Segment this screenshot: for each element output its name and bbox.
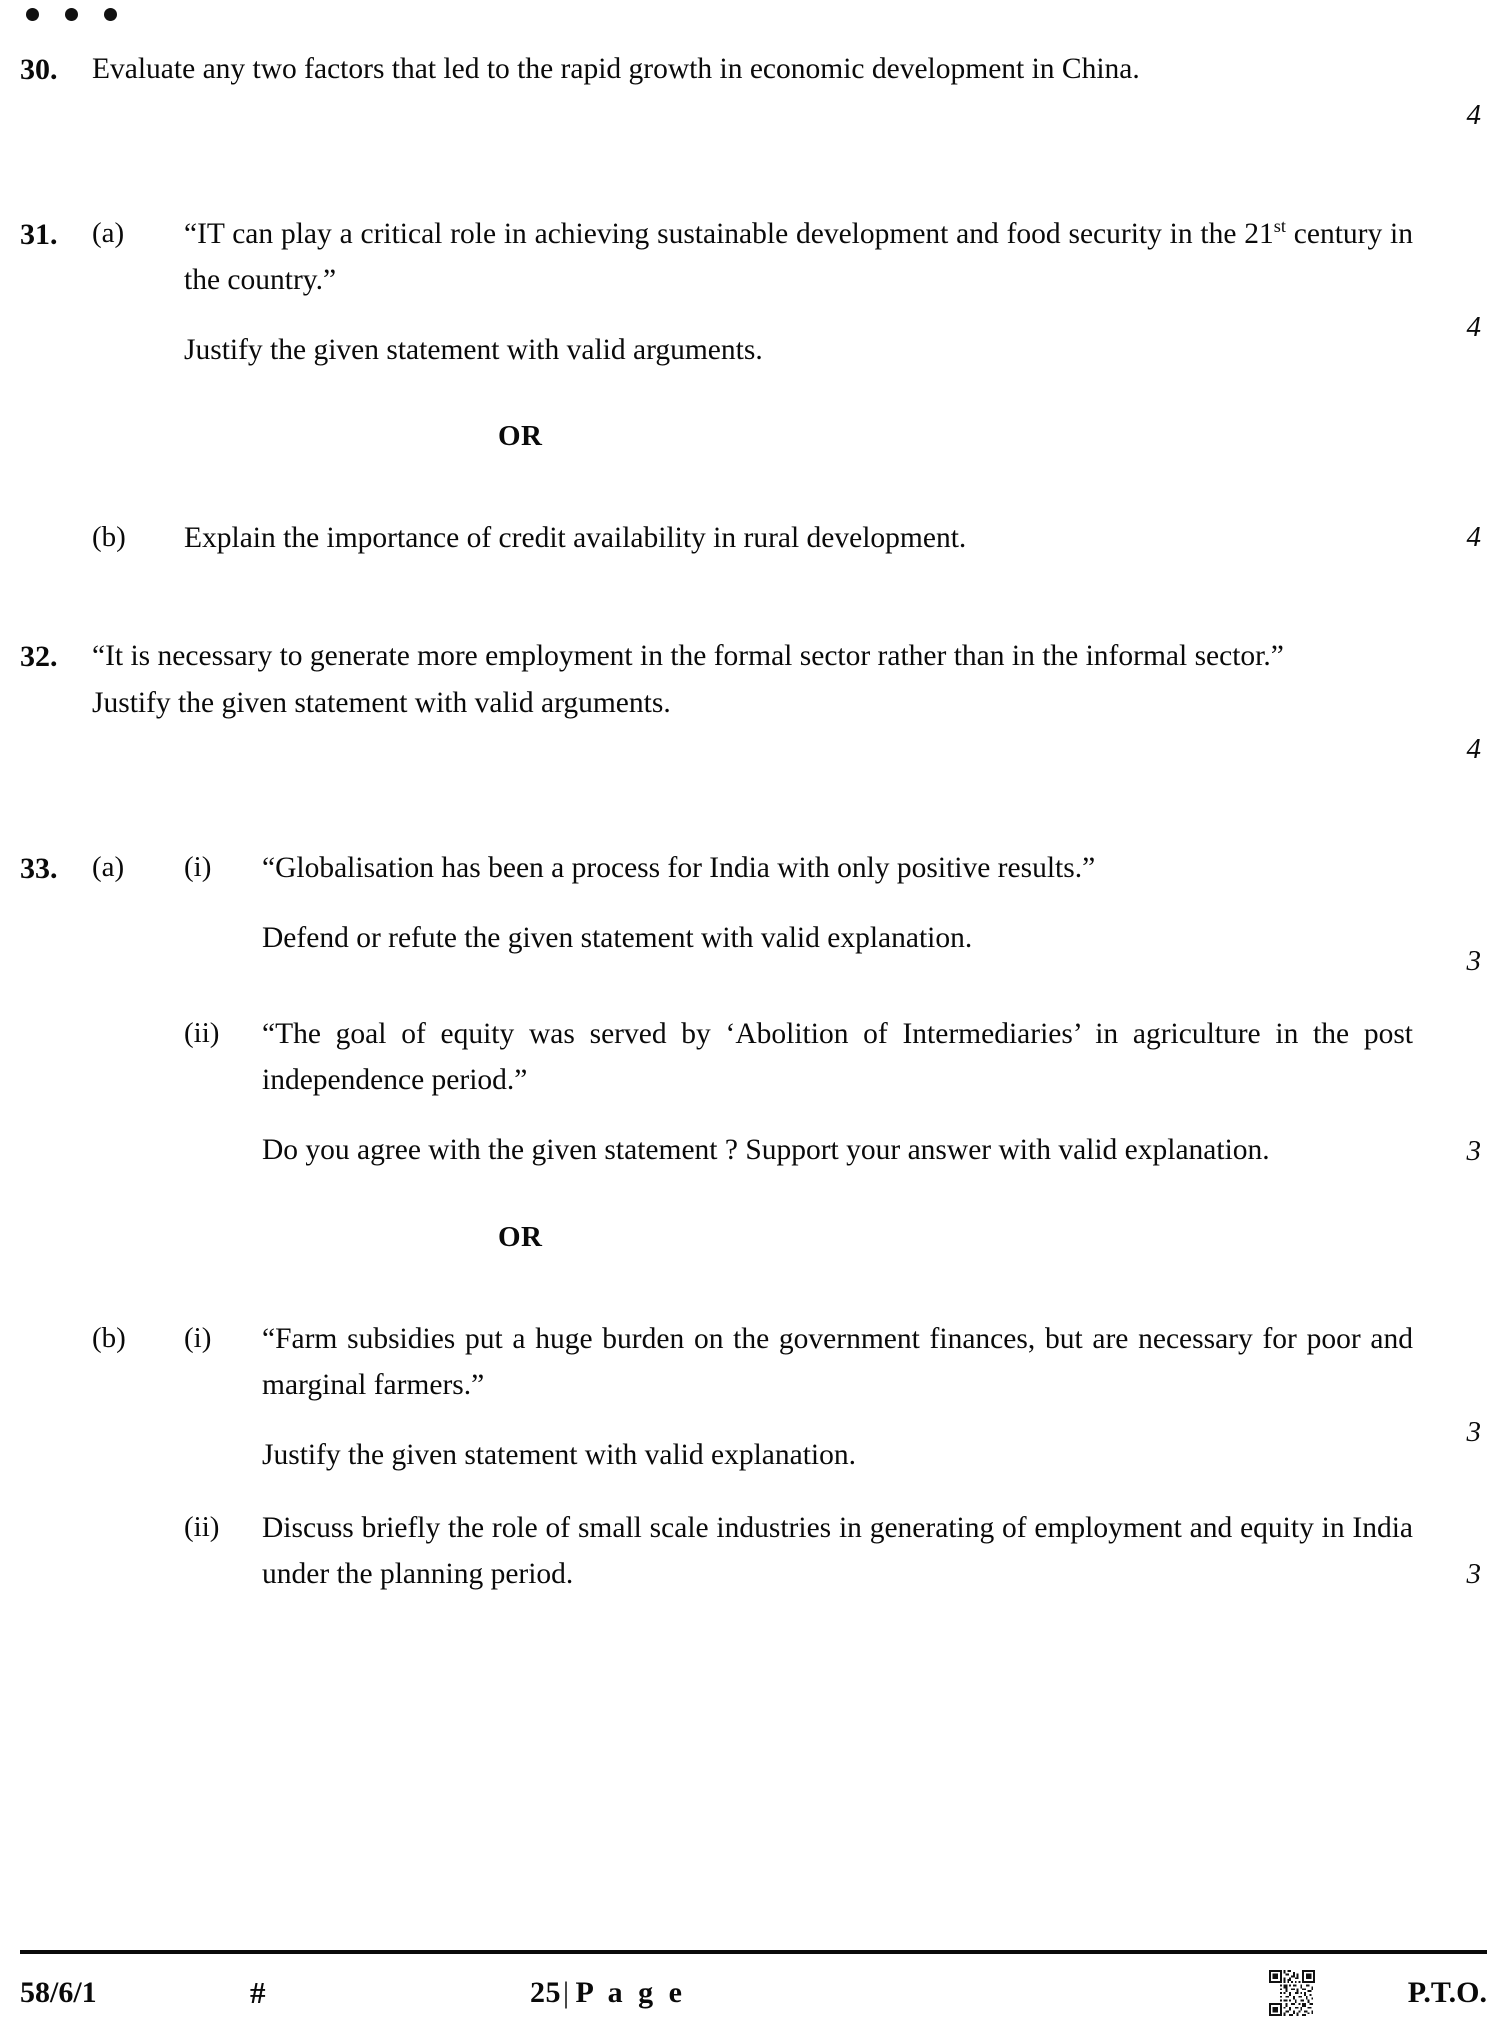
question-33a-ii-instruction: Do you agree with the given statement ? Support your answer with valid explanation. xyxy=(262,1134,1270,1167)
question-33b-ii-marks: 3 xyxy=(1466,1557,1481,1590)
page-marker-dots xyxy=(26,8,117,21)
pto-label: P.T.O. xyxy=(1407,1976,1487,2009)
question-33b-i xyxy=(20,1316,1487,1479)
question-33b-i-statement: “Farm subsidies put a huge burden on the government finances, but are necessary for poor and marginal farmers.” xyxy=(262,1322,1413,1402)
question-32-instruction: Justify the given statement with valid arguments. xyxy=(92,686,671,719)
question-33b-i-instruction: Justify the given statement with valid explanation. xyxy=(262,1438,856,1471)
question-31a-body xyxy=(184,211,1413,374)
question-32 xyxy=(20,633,1487,773)
ordinal-suffix: st xyxy=(1273,215,1286,236)
question-33b-i-label: (i) xyxy=(184,1321,212,1354)
question-33a-ii-marks: 3 xyxy=(1466,1134,1481,1167)
question-33b-ii xyxy=(20,1505,1487,1598)
hash-marker: # xyxy=(250,1975,266,2010)
question-30 xyxy=(20,46,1487,139)
question-33a-ii-statement: “The goal of equity was served by ‘Abolition of Intermediaries’ in agriculture in the post independence period.” xyxy=(262,1017,1413,1097)
question-31b-text: Explain the importance of credit availability in rural development. xyxy=(184,521,967,554)
page-footer xyxy=(20,1950,1487,2016)
or-divider-33: OR xyxy=(498,1220,543,1253)
marker-dot-icon xyxy=(104,8,117,21)
question-33a-ii-label: (ii) xyxy=(184,1016,220,1049)
question-31a-statement-part2: century in the country.” xyxy=(184,217,1413,297)
question-33a-i-statement: “Globalisation has been a process for India with only positive results.” xyxy=(262,852,1096,885)
question-33a-i xyxy=(20,845,1487,985)
question-31a-instruction: Justify the given statement with valid arguments. xyxy=(184,334,763,367)
question-33a-ii-body xyxy=(262,1011,1413,1174)
question-31b xyxy=(20,515,1487,562)
question-33b-i-marks: 3 xyxy=(1466,1415,1481,1448)
question-33b-label: (b) xyxy=(92,1321,126,1354)
qr-code-wrapper xyxy=(1137,1970,1337,2016)
question-30-number: 30. xyxy=(20,53,58,86)
question-33a-i-instruction: Defend or refute the given statement with valid explanation. xyxy=(262,921,973,954)
question-32-marks: 4 xyxy=(1466,733,1481,766)
question-32-number: 32. xyxy=(20,640,58,674)
qr-code-icon xyxy=(1269,1970,1315,2016)
question-33b-ii-label: (ii) xyxy=(184,1510,220,1543)
question-33b-i-body xyxy=(262,1316,1413,1479)
question-30-body xyxy=(92,46,1413,93)
question-31a xyxy=(20,211,1487,374)
question-31a-marks: 4 xyxy=(1466,310,1481,343)
question-31-number: 31. xyxy=(20,217,58,251)
question-32-statement: “It is necessary to generate more employment in the formal sector rather than in the informal sector.” xyxy=(92,640,1284,673)
page-indicator xyxy=(500,1976,1137,2010)
questions-container xyxy=(0,46,1505,1598)
page-separator: | xyxy=(563,1976,570,2009)
or-divider-31: OR xyxy=(498,419,543,452)
marker-dot-icon xyxy=(26,8,39,21)
question-31b-label: (b) xyxy=(92,520,126,553)
question-31b-marks: 4 xyxy=(1466,520,1481,553)
question-33a-i-body xyxy=(262,845,1413,961)
footer-divider xyxy=(20,1950,1487,1954)
marker-dot-icon xyxy=(65,8,78,21)
question-33a-i-marks: 3 xyxy=(1466,945,1481,978)
question-33b-ii-body xyxy=(262,1505,1413,1598)
question-31a-statement xyxy=(184,211,1413,304)
question-33b-ii-statement: Discuss briefly the role of small scale industries in generating of employment and equity in India under the planning period. xyxy=(262,1511,1413,1591)
question-33a-label: (a) xyxy=(92,851,125,884)
question-31a-label: (a) xyxy=(92,216,125,249)
paper-code: 58/6/1 xyxy=(20,1976,97,2009)
question-31b-body xyxy=(184,515,1413,562)
page-number: 25 xyxy=(530,1976,561,2009)
question-33a-i-label: (i) xyxy=(184,851,212,884)
question-30-text: Evaluate any two factors that led to the rapid growth in economic development in China. xyxy=(92,53,1140,85)
question-32-body xyxy=(92,633,1413,726)
question-33a-ii xyxy=(20,1011,1487,1175)
page-word: P a g e xyxy=(575,1976,687,2009)
question-30-marks: 4 xyxy=(1466,99,1481,131)
question-33-number: 33. xyxy=(20,852,58,886)
question-31a-statement-part1: “IT can play a critical role in achieving sustainable development and food security in the 21 xyxy=(184,217,1274,250)
